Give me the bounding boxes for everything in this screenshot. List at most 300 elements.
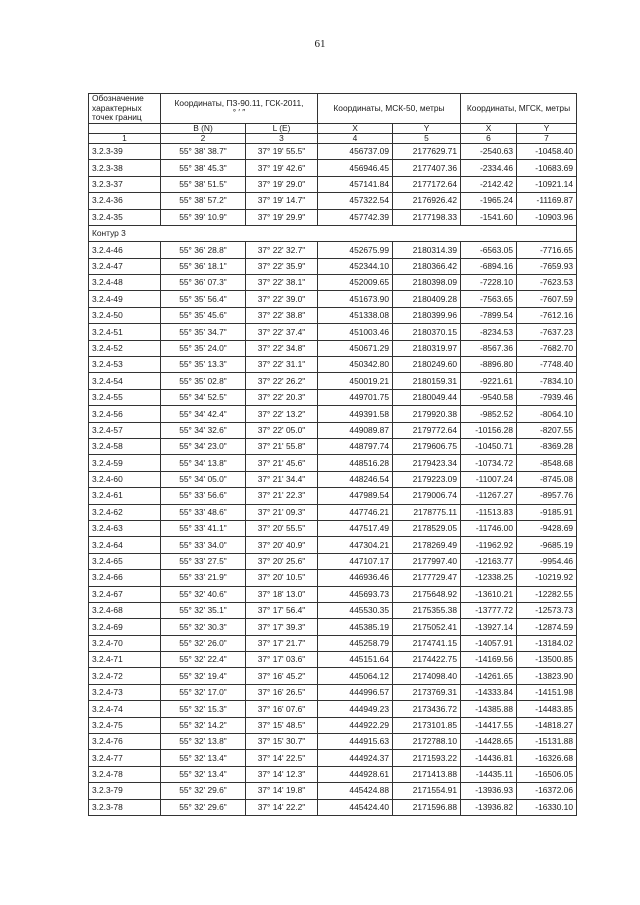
- mgsk-x-cell: -12338.25: [461, 570, 517, 586]
- latitude-cell: 55° 33' 41.1": [161, 520, 246, 536]
- msk-x-cell: 445530.35: [318, 602, 393, 618]
- latitude-cell: 55° 32' 29.6": [161, 783, 246, 799]
- longitude-cell: 37° 21' 45.6": [246, 455, 318, 471]
- msk-x-cell: 449701.75: [318, 389, 393, 405]
- longitude-cell: 37° 18' 13.0": [246, 586, 318, 602]
- latitude-cell: 55° 35' 24.0": [161, 340, 246, 356]
- longitude-cell: 37° 15' 30.7": [246, 734, 318, 750]
- point-id-cell: 3.2.4-55: [89, 389, 161, 405]
- table-row: [89, 373, 577, 389]
- longitude-cell: 37° 21' 22.3": [246, 488, 318, 504]
- msk-y-cell: 2179606.75: [393, 439, 461, 455]
- point-id-cell: 3.2.4-76: [89, 734, 161, 750]
- table-row: [89, 570, 577, 586]
- latitude-cell: 55° 33' 56.6": [161, 488, 246, 504]
- longitude-cell: 37° 14' 12.3": [246, 766, 318, 782]
- table-row: [89, 734, 577, 750]
- latitude-cell: 55° 38' 38.7": [161, 143, 246, 159]
- coordinates-table: [88, 93, 577, 816]
- msk-y-cell: 2178269.49: [393, 537, 461, 553]
- msk-x-cell: 452344.10: [318, 258, 393, 274]
- mgsk-x-cell: -11267.27: [461, 488, 517, 504]
- col-number: 5: [393, 133, 461, 143]
- longitude-cell: 37° 17' 03.6": [246, 652, 318, 668]
- msk-y-cell: 2179423.34: [393, 455, 461, 471]
- msk-y-cell: 2174098.40: [393, 668, 461, 684]
- msk-x-cell: 445385.19: [318, 619, 393, 635]
- table-row: [89, 602, 577, 618]
- table-row: [89, 619, 577, 635]
- longitude-cell: 37° 22' 34.8": [246, 340, 318, 356]
- mgsk-y-cell: -7834.10: [517, 373, 577, 389]
- point-id-cell: 3.2.4-52: [89, 340, 161, 356]
- mgsk-y-cell: -7682.70: [517, 340, 577, 356]
- longitude-cell: 37° 22' 38.1": [246, 275, 318, 291]
- longitude-cell: 37° 21' 34.4": [246, 471, 318, 487]
- longitude-cell: 37° 14' 22.2": [246, 799, 318, 815]
- latitude-cell: 55° 33' 34.0": [161, 537, 246, 553]
- latitude-cell: 55° 32' 22.4": [161, 652, 246, 668]
- msk-x-cell: 447517.49: [318, 520, 393, 536]
- table-row: [89, 717, 577, 733]
- latitude-cell: 55° 36' 07.3": [161, 275, 246, 291]
- mgsk-x-cell: -14261.65: [461, 668, 517, 684]
- contour-group-row: [89, 225, 577, 241]
- longitude-cell: 37° 19' 14.7": [246, 193, 318, 209]
- msk-y-cell: 2171554.91: [393, 783, 461, 799]
- table-row: [89, 586, 577, 602]
- longitude-cell: 37° 22' 13.2": [246, 406, 318, 422]
- mgsk-x-cell: -13777.72: [461, 602, 517, 618]
- table-row: [89, 143, 577, 159]
- table-row: [89, 307, 577, 323]
- mgsk-y-cell: -13823.90: [517, 668, 577, 684]
- point-id-cell: 3.2.4-67: [89, 586, 161, 602]
- msk-x-cell: 448246.54: [318, 471, 393, 487]
- msk-y-cell: 2174741.15: [393, 635, 461, 651]
- table-row: [89, 340, 577, 356]
- msk-y-cell: 2180319.97: [393, 340, 461, 356]
- col-number: 3: [246, 133, 318, 143]
- col-l-header: L (E): [246, 123, 318, 133]
- point-id-cell: 3.2.4-35: [89, 209, 161, 225]
- latitude-cell: 55° 32' 30.3": [161, 619, 246, 635]
- point-id-cell: 3.2.4-49: [89, 291, 161, 307]
- latitude-cell: 55° 32' 19.4": [161, 668, 246, 684]
- table-row: [89, 799, 577, 815]
- table-row: [89, 275, 577, 291]
- point-id-cell: 3.2.4-47: [89, 258, 161, 274]
- table-row: [89, 488, 577, 504]
- point-id-cell: 3.2.4-48: [89, 275, 161, 291]
- mgsk-y-cell: -7748.40: [517, 357, 577, 373]
- longitude-cell: 37° 16' 26.5": [246, 684, 318, 700]
- point-id-cell: 3.2.4-62: [89, 504, 161, 520]
- msk-y-cell: 2176926.42: [393, 193, 461, 209]
- table-row: [89, 750, 577, 766]
- point-id-cell: 3.2.4-78: [89, 766, 161, 782]
- msk-x-cell: 452009.65: [318, 275, 393, 291]
- longitude-cell: 37° 20' 10.5": [246, 570, 318, 586]
- table-row: [89, 766, 577, 782]
- mgsk-y-cell: -9185.91: [517, 504, 577, 520]
- point-id-cell: 3.2.3-37: [89, 176, 161, 192]
- point-id-cell: 3.2.4-65: [89, 553, 161, 569]
- msk-x-cell: 445258.79: [318, 635, 393, 651]
- latitude-cell: 55° 36' 28.8": [161, 242, 246, 258]
- msk-x-cell: 445693.73: [318, 586, 393, 602]
- longitude-cell: 37° 17' 39.3": [246, 619, 318, 635]
- msk-y-cell: 2179772.64: [393, 422, 461, 438]
- mgsk-y-cell: -10903.96: [517, 209, 577, 225]
- latitude-cell: 55° 38' 45.3": [161, 160, 246, 176]
- latitude-cell: 55° 32' 29.6": [161, 799, 246, 815]
- mgsk-x-cell: -8234.53: [461, 324, 517, 340]
- mgsk-x-cell: -10734.72: [461, 455, 517, 471]
- mgsk-y-cell: -13500.85: [517, 652, 577, 668]
- msk-y-cell: 2180314.39: [393, 242, 461, 258]
- msk50-coordinates-header: Координаты, МСК-50, метры: [318, 94, 461, 124]
- msk-x-cell: 451338.08: [318, 307, 393, 323]
- mgsk-x-cell: -10156.28: [461, 422, 517, 438]
- mgsk-x-cell: -11962.92: [461, 537, 517, 553]
- mgsk-x-cell: -13936.82: [461, 799, 517, 815]
- latitude-cell: 55° 32' 13.4": [161, 750, 246, 766]
- msk-x-cell: 452675.99: [318, 242, 393, 258]
- msk-y-cell: 2175052.41: [393, 619, 461, 635]
- longitude-cell: 37° 17' 56.4": [246, 602, 318, 618]
- latitude-cell: 55° 39' 10.9": [161, 209, 246, 225]
- msk-y-cell: 2180049.44: [393, 389, 461, 405]
- msk-x-cell: 450019.21: [318, 373, 393, 389]
- longitude-cell: 37° 20' 55.5": [246, 520, 318, 536]
- mgsk-x-cell: -11007.24: [461, 471, 517, 487]
- msk-x-cell: 450342.80: [318, 357, 393, 373]
- point-id-cell: 3.2.4-75: [89, 717, 161, 733]
- point-id-cell: 3.2.4-56: [89, 406, 161, 422]
- msk-y-cell: 2175648.92: [393, 586, 461, 602]
- mgsk-y-cell: -7659.93: [517, 258, 577, 274]
- msk-x-cell: 449391.58: [318, 406, 393, 422]
- page-number: 61: [314, 38, 326, 50]
- mgsk-y-cell: -10921.14: [517, 176, 577, 192]
- table-row: [89, 684, 577, 700]
- msk-y-cell: 2177997.40: [393, 553, 461, 569]
- mgsk-x-cell: -2334.46: [461, 160, 517, 176]
- mgsk-y-cell: -10683.69: [517, 160, 577, 176]
- longitude-cell: 37° 20' 40.9": [246, 537, 318, 553]
- msk-x-cell: 445424.40: [318, 799, 393, 815]
- longitude-cell: 37° 14' 22.5": [246, 750, 318, 766]
- latitude-cell: 55° 35' 02.8": [161, 373, 246, 389]
- latitude-cell: 55° 32' 14.2": [161, 717, 246, 733]
- msk-y-cell: 2177407.36: [393, 160, 461, 176]
- msk-x-cell: 457742.39: [318, 209, 393, 225]
- msk-x-cell: 445424.88: [318, 783, 393, 799]
- latitude-cell: 55° 33' 27.5": [161, 553, 246, 569]
- mgsk-y-cell: -14818.27: [517, 717, 577, 733]
- table-row: [89, 258, 577, 274]
- msk-x-cell: 444922.29: [318, 717, 393, 733]
- mgsk-y-cell: -10458.40: [517, 143, 577, 159]
- latitude-cell: 55° 34' 23.0": [161, 439, 246, 455]
- msk-x-cell: 449089.87: [318, 422, 393, 438]
- mgsk-y-cell: -7623.53: [517, 275, 577, 291]
- longitude-cell: 37° 19' 29.0": [246, 176, 318, 192]
- msk-x-cell: 445064.12: [318, 668, 393, 684]
- msk-x-cell: 445151.64: [318, 652, 393, 668]
- mgsk-y-cell: -8207.55: [517, 422, 577, 438]
- point-id-cell: 3.2.4-71: [89, 652, 161, 668]
- latitude-cell: 55° 34' 42.4": [161, 406, 246, 422]
- mgsk-x-cell: -9540.58: [461, 389, 517, 405]
- msk-y-cell: 2173101.85: [393, 717, 461, 733]
- longitude-cell: 37° 22' 37.4": [246, 324, 318, 340]
- longitude-cell: 37° 16' 07.6": [246, 701, 318, 717]
- latitude-cell: 55° 32' 15.3": [161, 701, 246, 717]
- latitude-cell: 55° 35' 34.7": [161, 324, 246, 340]
- latitude-cell: 55° 35' 13.3": [161, 357, 246, 373]
- table-row: [89, 176, 577, 192]
- point-id-cell: 3.2.4-69: [89, 619, 161, 635]
- point-id-cell: 3.2.4-54: [89, 373, 161, 389]
- mgsk-x-cell: -11746.00: [461, 520, 517, 536]
- mgsk-y-cell: -14151.98: [517, 684, 577, 700]
- longitude-cell: 37° 22' 32.7": [246, 242, 318, 258]
- longitude-cell: 37° 19' 42.6": [246, 160, 318, 176]
- table-row: [89, 389, 577, 405]
- mgsk-y-cell: -15131.88: [517, 734, 577, 750]
- table-body: [89, 143, 577, 815]
- mgsk-x-cell: -12163.77: [461, 553, 517, 569]
- msk-x-cell: 450671.29: [318, 340, 393, 356]
- longitude-cell: 37° 16' 45.2": [246, 668, 318, 684]
- msk-x-cell: 451673.90: [318, 291, 393, 307]
- msk-y-cell: 2171596.88: [393, 799, 461, 815]
- msk-y-cell: 2173769.31: [393, 684, 461, 700]
- latitude-cell: 55° 32' 17.0": [161, 684, 246, 700]
- col-number: 6: [461, 133, 517, 143]
- longitude-cell: 37° 20' 25.6": [246, 553, 318, 569]
- table-row: [89, 439, 577, 455]
- mgsk-x-cell: -13936.93: [461, 783, 517, 799]
- mgsk-x-cell: -6894.16: [461, 258, 517, 274]
- point-id-cell: 3.2.4-63: [89, 520, 161, 536]
- col-x-mgsk-header: X: [461, 123, 517, 133]
- latitude-cell: 55° 33' 48.6": [161, 504, 246, 520]
- point-id-cell: 3.2.4-77: [89, 750, 161, 766]
- msk-x-cell: 446936.46: [318, 570, 393, 586]
- longitude-cell: 37° 19' 29.9": [246, 209, 318, 225]
- table-row: [89, 652, 577, 668]
- msk-y-cell: 2171593.22: [393, 750, 461, 766]
- msk-y-cell: 2172788.10: [393, 734, 461, 750]
- col-y-mgsk-header: Y: [517, 123, 577, 133]
- mgsk-y-cell: -12282.55: [517, 586, 577, 602]
- point-id-cell: 3.2.4-61: [89, 488, 161, 504]
- latitude-cell: 55° 32' 35.1": [161, 602, 246, 618]
- longitude-cell: 37° 14' 19.8": [246, 783, 318, 799]
- longitude-cell: 37° 22' 39.0": [246, 291, 318, 307]
- mgsk-y-cell: -9954.46: [517, 553, 577, 569]
- msk-y-cell: 2171413.88: [393, 766, 461, 782]
- msk-y-cell: 2177172.64: [393, 176, 461, 192]
- mgsk-x-cell: -14057.91: [461, 635, 517, 651]
- longitude-cell: 37° 22' 20.3": [246, 389, 318, 405]
- msk-y-cell: 2177198.33: [393, 209, 461, 225]
- mgsk-y-cell: -8957.76: [517, 488, 577, 504]
- table-row: [89, 635, 577, 651]
- longitude-cell: 37° 22' 26.2": [246, 373, 318, 389]
- table-row: [89, 160, 577, 176]
- point-id-cell: 3.2.4-73: [89, 684, 161, 700]
- mgsk-x-cell: -8567.36: [461, 340, 517, 356]
- table-row: [89, 455, 577, 471]
- mgsk-y-cell: -8064.10: [517, 406, 577, 422]
- latitude-cell: 55° 32' 26.0": [161, 635, 246, 651]
- msk-x-cell: 444924.37: [318, 750, 393, 766]
- table-row: [89, 193, 577, 209]
- mgsk-x-cell: -8896.80: [461, 357, 517, 373]
- col-x-msk-header: X: [318, 123, 393, 133]
- msk-y-cell: 2173436.72: [393, 701, 461, 717]
- msk-x-cell: 451003.46: [318, 324, 393, 340]
- msk-y-cell: 2180398.09: [393, 275, 461, 291]
- mgsk-x-cell: -14169.56: [461, 652, 517, 668]
- longitude-cell: 37° 22' 35.9": [246, 258, 318, 274]
- longitude-cell: 37° 22' 05.0": [246, 422, 318, 438]
- msk-x-cell: 444915.63: [318, 734, 393, 750]
- col-number: 7: [517, 133, 577, 143]
- msk-y-cell: 2180159.31: [393, 373, 461, 389]
- latitude-cell: 55° 34' 32.6": [161, 422, 246, 438]
- mgsk-y-cell: -7612.16: [517, 307, 577, 323]
- msk-x-cell: 447746.21: [318, 504, 393, 520]
- msk-y-cell: 2180249.60: [393, 357, 461, 373]
- latitude-cell: 55° 38' 51.5": [161, 176, 246, 192]
- msk-y-cell: 2174422.75: [393, 652, 461, 668]
- point-id-cell: 3.2.4-59: [89, 455, 161, 471]
- mgsk-x-cell: -14435.11: [461, 766, 517, 782]
- point-id-cell: 3.2.3-39: [89, 143, 161, 159]
- mgsk-y-cell: -8369.28: [517, 439, 577, 455]
- table-row: [89, 209, 577, 225]
- msk-x-cell: 457141.84: [318, 176, 393, 192]
- latitude-cell: 55° 34' 05.0": [161, 471, 246, 487]
- point-designation-header: Обозначение характерных точек границ: [89, 94, 161, 124]
- longitude-cell: 37° 19' 55.5": [246, 143, 318, 159]
- mgsk-y-cell: -8548.68: [517, 455, 577, 471]
- mgsk-y-cell: -16330.10: [517, 799, 577, 815]
- msk-x-cell: 456946.45: [318, 160, 393, 176]
- latitude-cell: 55° 33' 21.9": [161, 570, 246, 586]
- mgsk-x-cell: -9221.61: [461, 373, 517, 389]
- msk-x-cell: 444996.57: [318, 684, 393, 700]
- table-row: [89, 553, 577, 569]
- col-y-msk-header: Y: [393, 123, 461, 133]
- mgsk-x-cell: -2540.63: [461, 143, 517, 159]
- msk-y-cell: 2180366.42: [393, 258, 461, 274]
- table-row: [89, 406, 577, 422]
- latitude-cell: 55° 35' 45.6": [161, 307, 246, 323]
- msk-x-cell: 457322.54: [318, 193, 393, 209]
- latitude-cell: 55° 32' 13.8": [161, 734, 246, 750]
- mgsk-y-cell: -9685.19: [517, 537, 577, 553]
- msk-y-cell: 2178529.05: [393, 520, 461, 536]
- longitude-cell: 37° 21' 09.3": [246, 504, 318, 520]
- latitude-cell: 55° 35' 56.4": [161, 291, 246, 307]
- mgsk-x-cell: -14385.88: [461, 701, 517, 717]
- msk-y-cell: 2180399.96: [393, 307, 461, 323]
- mgsk-y-cell: -9428.69: [517, 520, 577, 536]
- mgsk-x-cell: -2142.42: [461, 176, 517, 192]
- col-number: 4: [318, 133, 393, 143]
- mgsk-y-cell: -12874.59: [517, 619, 577, 635]
- mgsk-y-cell: -12573.73: [517, 602, 577, 618]
- table-row: [89, 291, 577, 307]
- msk-y-cell: 2180409.28: [393, 291, 461, 307]
- msk-y-cell: 2175355.38: [393, 602, 461, 618]
- msk-y-cell: 2179006.74: [393, 488, 461, 504]
- table-row: [89, 504, 577, 520]
- mgsk-x-cell: -14333.84: [461, 684, 517, 700]
- longitude-cell: 37° 22' 31.1": [246, 357, 318, 373]
- col-number: 2: [161, 133, 246, 143]
- mgsk-x-cell: -13927.14: [461, 619, 517, 635]
- mgsk-y-cell: -16372.06: [517, 783, 577, 799]
- msk-x-cell: 447107.17: [318, 553, 393, 569]
- mgsk-y-cell: -7607.59: [517, 291, 577, 307]
- longitude-cell: 37° 21' 55.8": [246, 439, 318, 455]
- point-id-cell: 3.2.4-46: [89, 242, 161, 258]
- msk-y-cell: 2178775.11: [393, 504, 461, 520]
- point-id-cell: 3.2.4-66: [89, 570, 161, 586]
- point-id-cell: 3.2.4-57: [89, 422, 161, 438]
- point-id-cell: 3.2.4-36: [89, 193, 161, 209]
- point-id-cell: 3.2.4-74: [89, 701, 161, 717]
- table-row: [89, 324, 577, 340]
- longitude-cell: 37° 22' 38.8": [246, 307, 318, 323]
- mgsk-y-cell: -7637.23: [517, 324, 577, 340]
- msk-x-cell: 456737.09: [318, 143, 393, 159]
- point-id-cell: 3.2.3-38: [89, 160, 161, 176]
- pz90-units: ° ′ ″: [232, 107, 246, 118]
- latitude-cell: 55° 32' 13.4": [161, 766, 246, 782]
- mgsk-y-cell: -10219.92: [517, 570, 577, 586]
- mgsk-x-cell: -14428.65: [461, 734, 517, 750]
- mgsk-y-cell: -13184.02: [517, 635, 577, 651]
- point-id-cell: 3.2.4-68: [89, 602, 161, 618]
- mgsk-y-cell: -7716.65: [517, 242, 577, 258]
- mgsk-x-cell: -1541.60: [461, 209, 517, 225]
- mgsk-coordinates-header: Координаты, МГСК, метры: [461, 94, 577, 124]
- table-row: [89, 471, 577, 487]
- mgsk-x-cell: -6563.05: [461, 242, 517, 258]
- point-id-cell: 3.2.4-70: [89, 635, 161, 651]
- mgsk-y-cell: -11169.87: [517, 193, 577, 209]
- point-id-cell: 3.2.4-51: [89, 324, 161, 340]
- pz90-coordinates-title: Координаты, ПЗ-90.11, ГСК-2011,: [174, 97, 304, 108]
- col-b-header: B (N): [161, 123, 246, 133]
- col-number: 1: [89, 133, 161, 143]
- msk-x-cell: 447304.21: [318, 537, 393, 553]
- mgsk-x-cell: -14417.55: [461, 717, 517, 733]
- table-row: [89, 701, 577, 717]
- mgsk-x-cell: -14436.81: [461, 750, 517, 766]
- msk-y-cell: 2180370.15: [393, 324, 461, 340]
- msk-y-cell: 2179223.09: [393, 471, 461, 487]
- mgsk-y-cell: -7939.46: [517, 389, 577, 405]
